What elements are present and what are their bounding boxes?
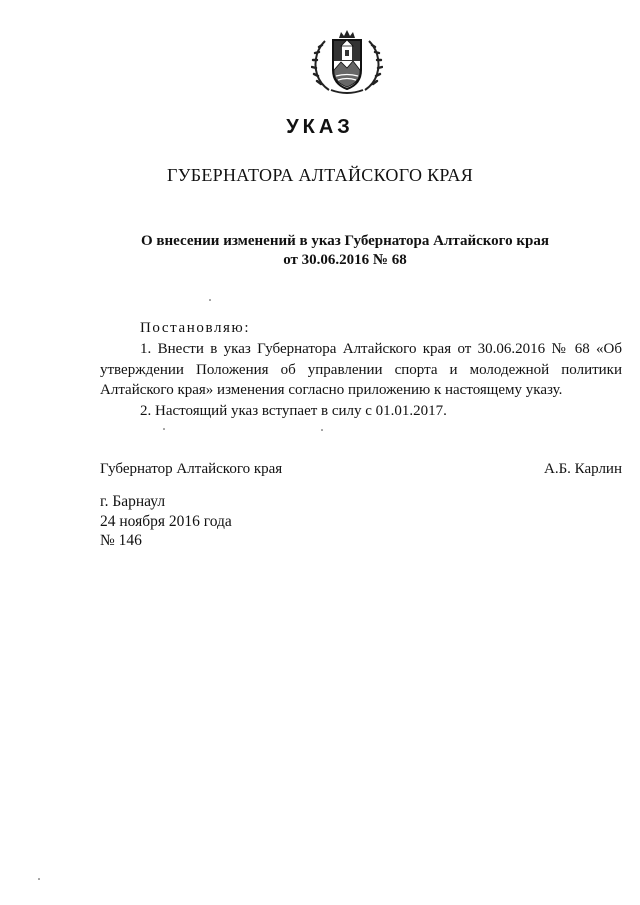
issue-info — [100, 492, 232, 551]
coat-of-arms-emblem-icon — [311, 26, 383, 98]
signatory-title: Губернатор Алтайского края — [100, 461, 283, 477]
decree-item-2: 2. Настоящий указ вступает в силу с 01.01.2017. — [140, 402, 447, 419]
scan-speck — [38, 878, 40, 880]
issue-number: № 146 — [100, 532, 142, 549]
decree-subject — [80, 232, 610, 270]
scan-speck — [209, 299, 211, 301]
decree-type-heading: УКАЗ — [286, 116, 354, 138]
issue-city: г. Барнаул — [100, 493, 166, 510]
subject-line-1: О внесении изменений в указ Губернатора Алтайского края — [141, 233, 549, 249]
issue-date: 24 ноября 2016 года — [100, 512, 232, 530]
preamble: Постановляю: — [140, 320, 251, 336]
decree-item-1: 1. Внести в указ Губернатора Алтайского края от 30.06.2016 № 68 «Об утверждении Положения об управлении спорта и молодежной политики Алтайского края» изменения согласно приложению к настоящему указу. — [100, 341, 622, 398]
signatory-name: А.Б. Карлин — [543, 461, 622, 477]
subject-line-2: от 30.06.2016 № 68 — [283, 252, 407, 268]
issuer-heading: ГУБЕРНАТОРА АЛТАЙСКОГО КРАЯ — [166, 165, 473, 185]
decree-body — [100, 339, 622, 421]
scan-speck — [321, 429, 323, 431]
scan-speck — [163, 428, 165, 430]
